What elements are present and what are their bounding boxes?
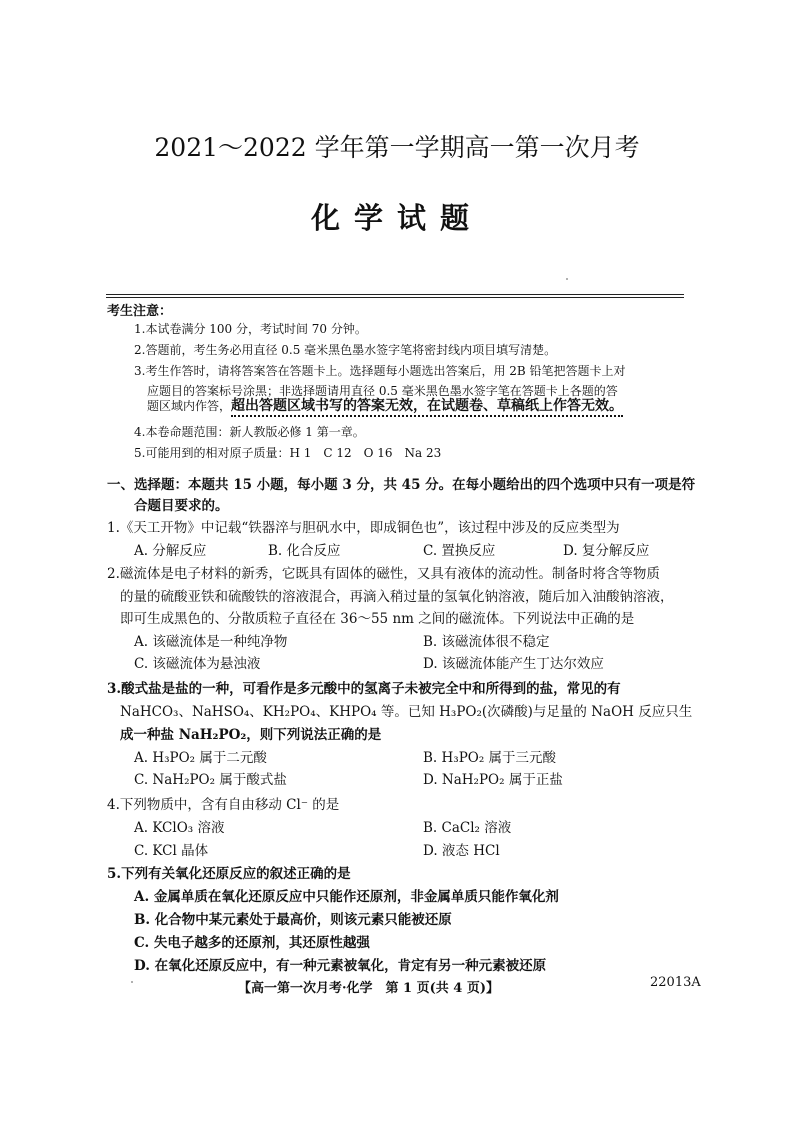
q4-option-b: B. CaCl₂ 溶液 [423,820,512,836]
q5-option-b: B. 化合物中某元素处于最高价，则该元素只能被还原 [134,912,452,928]
q3-option-a: A. H₃PO₂ 属于二元酸 [134,750,267,766]
q3-stem-1: 3.酸式盐是盐的一种，可看作是多元酸中的氢离子未被完全中和所得到的盐，常见的有 [107,681,621,697]
q1-option-b: B. 化合反应 [268,543,341,559]
q2-stem-1: 2.磁流体是电子材料的新秀，它既具有固体的磁性，又具有液体的流动性。制备时将含等物质 [107,566,660,582]
q3-option-b: B. H₃PO₂ 属于三元酸 [423,750,557,766]
subject-title: 化学试题 [310,201,483,235]
notice-emphasis: 超出答题区域书写的答案无效，在试题卷、草稿纸上作答无效。 [231,398,623,417]
q5-option-d: D. 在氧化还原反应中，有一种元素被氧化，肯定有另一种元素被还原 [134,958,547,974]
page-title: 2021～2022 学年第一学期高一第一次月考 [154,133,640,162]
q5-stem: 5.下列有关氧化还原反应的叙述正确的是 [107,866,351,882]
paper-code: 22013A [650,975,701,990]
notice-item-3-cont: 应题目的答案标号涂黑；非选择题请用直径 0.5 毫米黑色墨水签字笔在答题卡上各题的答 [147,384,618,398]
q2-stem-3: 即可生成黑色的、分散质粒子直径在 36～55 nm 之间的磁流体。下列说法中正确的是 [120,611,635,627]
notice-item-1: 1.本试卷满分 100 分，考试时间 70 分钟。 [134,322,367,336]
notice-item-2: 2.答题前，考生务必用直径 0.5 毫米黑色墨水签字笔将密封线内项目填写清楚。 [134,343,557,357]
q5-option-c: C. 失电子越多的还原剂，其还原性越强 [134,935,370,951]
header-rule-bottom [106,297,684,298]
notice-heading: 考生注意： [107,304,173,319]
q3-option-c: C. NaH₂PO₂ 属于酸式盐 [134,772,287,788]
q2-option-d: D. 该磁流体能产生丁达尔效应 [423,656,604,672]
scan-speck [131,981,133,983]
q1-stem: 1.《天工开物》中记载“铁器淬与胆矾水中，即成铜色也”，该过程中涉及的反应类型为 [107,520,620,536]
q3-stem-3: 成一种盐 NaH₂PO₂，则下列说法正确的是 [120,727,382,743]
notice-item-3: 3.考生作答时，请将答案答在答题卡上。选择题每小题选出答案后，用 2B 铅笔把答题卡上对 [134,364,626,378]
scan-speck [566,278,568,280]
header-rule-top [106,294,684,295]
q1-option-c: C. 置换反应 [423,543,496,559]
notice-item-5: 5.可能用到的相对原子质量：H 1 C 12 O 16 Na 23 [134,446,442,460]
q3-stem-2: NaHCO₃、NaHSO₄、KH₂PO₄、KHPO₄ 等。已知 H₃PO₂(次磷酸)与足量的 NaOH 反应只生 [120,704,693,720]
section-heading-cont: 合题目要求的。 [134,498,229,514]
notice-item-3-prefix: 题区域内作答， [147,399,232,413]
q1-option-d: D. 复分解反应 [563,543,650,559]
section-heading: 一、选择题：本题共 15 小题，每小题 3 分，共 45 分。在每小题给出的四个选项中只有一项是符 [107,477,696,493]
page-footer: 【高一第一次月考·化学 第 1 页(共 4 页)】 [238,981,500,996]
q3-option-d: D. NaH₂PO₂ 属于正盐 [423,772,563,788]
q4-option-d: D. 液态 HCl [423,843,500,859]
q1-option-a: A. 分解反应 [134,543,207,559]
q4-stem: 4.下列物质中，含有自由移动 Cl⁻ 的是 [107,797,340,813]
q4-option-a: A. KClO₃ 溶液 [134,820,225,836]
q2-option-c: C. 该磁流体为悬浊液 [134,656,261,672]
q2-option-a: A. 该磁流体是一种纯净物 [134,634,288,650]
q5-option-a: A. 金属单质在氧化还原反应中只能作还原剂，非金属单质只能作氧化剂 [134,889,559,905]
q2-option-b: B. 该磁流体很不稳定 [423,634,550,650]
notice-item-3-end [147,395,623,415]
notice-item-4: 4.本卷命题范围：新人教版必修 1 第一章。 [134,425,365,439]
q4-option-c: C. KCl 晶体 [134,843,209,859]
q2-stem-2: 的量的硫酸亚铁和硫酸铁的溶液混合，再滴入稍过量的氢氧化钠溶液，随后加入油酸钠溶液， [120,589,674,605]
